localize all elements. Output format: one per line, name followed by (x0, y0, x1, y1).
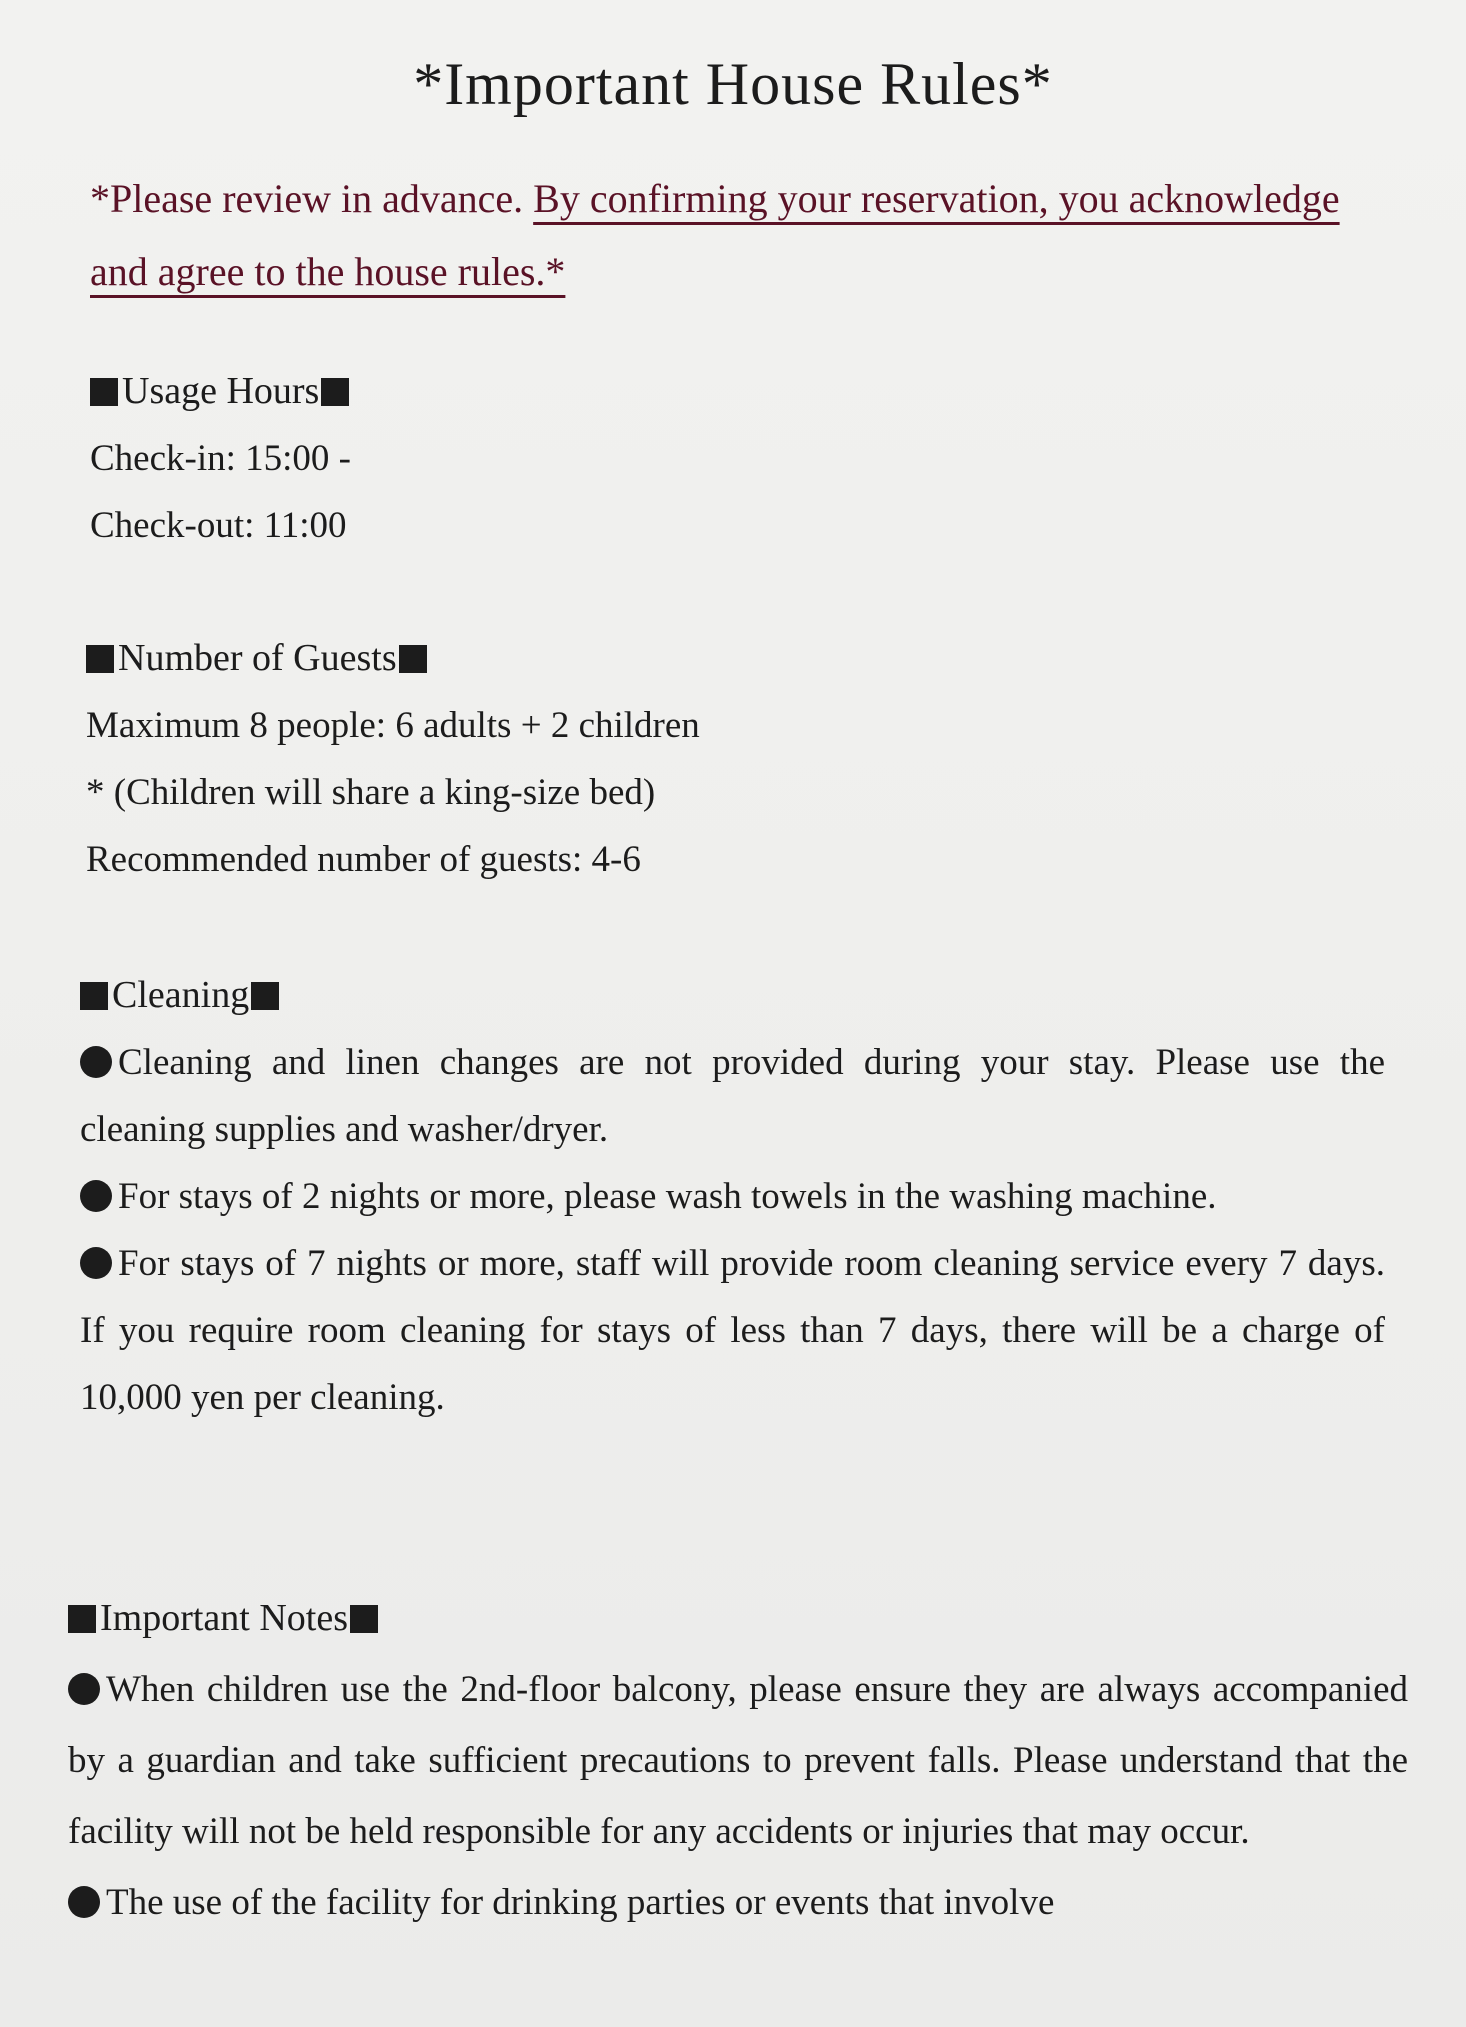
intro-notice (90, 162, 1390, 308)
cleaning-item: For stays of 7 nights or more, staff will provide room cleaning service every 7 days. If you require room cleaning for stays of less than 7 days, there will be a charge of 10,000 yen per cleaning. (80, 1243, 1385, 1418)
recommended-guests: Recommended number of guests: 4-6 (86, 839, 641, 880)
guests-heading (86, 625, 1386, 692)
guests-section (86, 625, 1386, 893)
notes-section (68, 1583, 1408, 1938)
circle-bullet-icon (80, 1180, 112, 1212)
bed-note: * (Children will share a king-size bed) (86, 772, 656, 813)
page-title: *Important House Rules* (413, 51, 1053, 117)
circle-bullet-icon (80, 1046, 112, 1078)
notes-heading-text: Important Notes (100, 1597, 349, 1639)
intro-underlined-text: By confirming your reservation, you acknowledge and agree to the house rules.* (90, 176, 1340, 294)
usage-hours-heading (90, 358, 1390, 425)
intro-plain-text: *Please review in advance. (90, 176, 534, 221)
usage-hours-heading-text: Usage Hours (122, 370, 320, 412)
circle-bullet-icon (68, 1673, 100, 1705)
cleaning-heading (80, 962, 1385, 1029)
notes-item: When children use the 2nd-floor balcony, please ensure they are always accompanied by a guardian and take sufficient precautions to prevent falls. Please understand that the facility will not be held responsible for any accidents or injuries that may occur. (68, 1669, 1408, 1852)
square-bullet-icon (80, 982, 108, 1010)
notes-heading (68, 1583, 1408, 1654)
notes-item: The use of the facility for drinking parties or events that involve (68, 1867, 1408, 1938)
square-bullet-icon (68, 1605, 96, 1633)
cleaning-heading-text: Cleaning (112, 974, 250, 1016)
checkin-time: Check-in: 15:00 - (90, 438, 352, 479)
square-bullet-icon (399, 645, 427, 673)
circle-bullet-icon (80, 1247, 112, 1279)
cleaning-item: Cleaning and linen changes are not provided during your stay. Please use the cleaning supplies and washer/dryer. (80, 1042, 1385, 1150)
square-bullet-icon (350, 1605, 378, 1633)
guests-heading-text: Number of Guests (118, 637, 397, 679)
square-bullet-icon (90, 378, 118, 406)
circle-bullet-icon (68, 1886, 100, 1918)
usage-hours-section (90, 358, 1390, 559)
square-bullet-icon (86, 645, 114, 673)
square-bullet-icon (251, 982, 279, 1010)
cleaning-section (80, 962, 1385, 1431)
cleaning-item: For stays of 2 nights or more, please wash towels in the washing machine. (80, 1163, 1385, 1230)
max-guests: Maximum 8 people: 6 adults + 2 children (86, 705, 700, 746)
square-bullet-icon (321, 378, 349, 406)
checkout-time: Check-out: 11:00 (90, 505, 347, 546)
